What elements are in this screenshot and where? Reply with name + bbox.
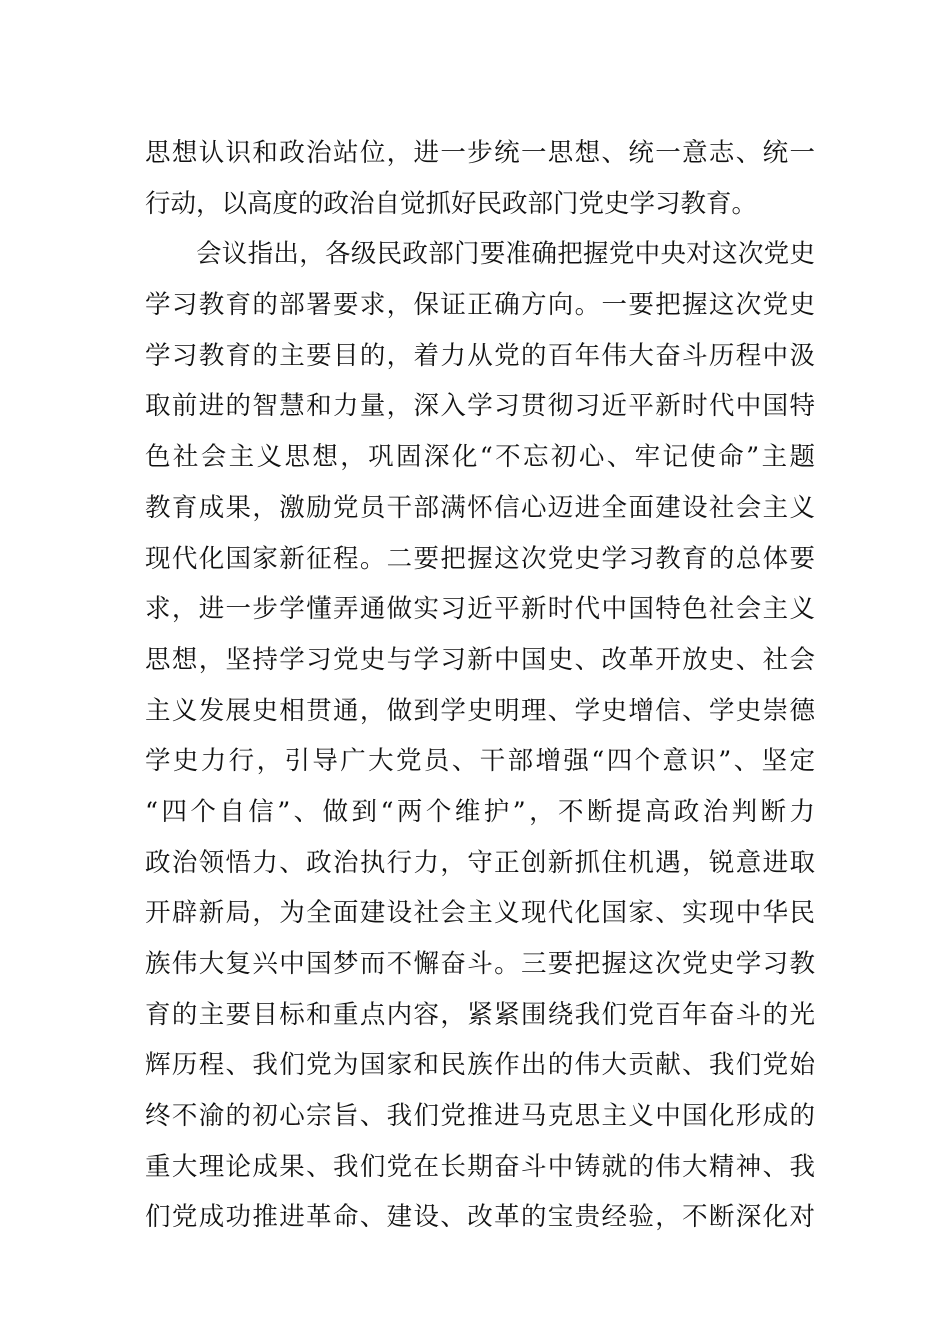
text-line: 育的主要目标和重点内容，紧紧围绕我们党百年奋斗的光	[145, 999, 815, 1030]
body-text	[145, 128, 815, 1243]
paragraph-start-line: 会议指出，各级民政部门要准确把握党中央对这次党史	[196, 239, 815, 270]
text-line: 学史力行，引导广大党员、干部增强“四个意识”、坚定	[145, 746, 815, 777]
text-line: 学习教育的部署要求，保证正确方向。一要把握这次党史	[145, 290, 815, 321]
text-line: 主义发展史相贯通，做到学史明理、学史增信、学史崇德	[145, 695, 815, 726]
text-line: 学习教育的主要目的，着力从党的百年伟大奋斗历程中汲	[145, 340, 815, 371]
text-line: 思想认识和政治站位，进一步统一思想、统一意志、统一	[145, 138, 815, 168]
text-line: 辉历程、我们党为国家和民族作出的伟大贡献、我们党始	[145, 1050, 815, 1081]
text-line: 现代化国家新征程。二要把握这次党史学习教育的总体要	[145, 543, 815, 574]
text-line: 行动，以高度的政治自觉抓好民政部门党史学习教育。	[145, 188, 758, 219]
text-line: 教育成果，激励党员干部满怀信心迈进全面建设社会主义	[145, 492, 815, 523]
text-line: 色社会主义思想，巩固深化“不忘初心、牢记使命”主题	[145, 442, 815, 473]
text-line: 族伟大复兴中国梦而不懈奋斗。三要把握这次党史学习教	[145, 949, 815, 979]
text-line: 思想，坚持学习党史与学习新中国史、改革开放史、社会	[145, 644, 815, 675]
text-line: 取前进的智慧和力量，深入学习贯彻习近平新时代中国特	[145, 391, 815, 422]
text-line: “四个自信”、做到“两个维护”，不断提高政治判断力	[145, 796, 815, 827]
text-line: 终不渝的初心宗旨、我们党推进马克思主义中国化形成的	[145, 1101, 815, 1132]
text-line: 求，进一步学懂弄通做实习近平新时代中国特色社会主义	[145, 594, 815, 625]
text-line: 们党成功推进革命、建设、改革的宝贵经验，不断深化对	[145, 1202, 815, 1233]
text-line: 政治领悟力、政治执行力，守正创新抓住机遇，锐意进取	[145, 847, 815, 878]
text-line: 重大理论成果、我们党在长期奋斗中铸就的伟大精神、我	[145, 1151, 815, 1182]
text-line: 开辟新局，为全面建设社会主义现代化国家、实现中华民	[145, 898, 815, 929]
